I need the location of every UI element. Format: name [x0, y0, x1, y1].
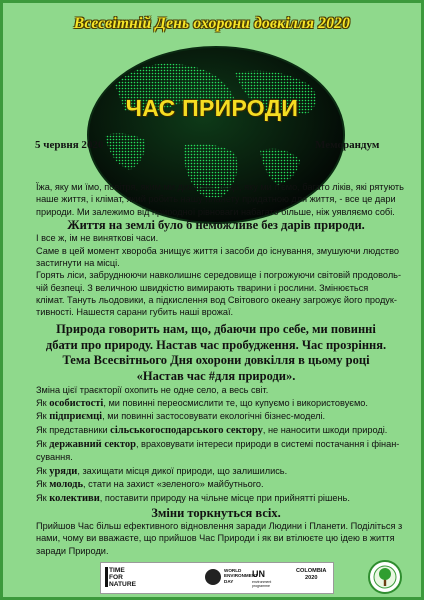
partner-logos-strip — [100, 562, 334, 594]
body-line: чій безпеці. З величною швидкістю вимирають тварини і рослини. Змінюється — [36, 282, 369, 293]
body-line: Горять ліси, забруднюючи навколишнє середовище і погрожуючи світовій продоволь- — [36, 270, 402, 281]
intro-line: природи. Ми залежимо від природної рівноваги набагато більше, ніж уявляємо собі. — [36, 206, 395, 217]
headline-changes-everyone: Зміни торкнуться всіх. — [151, 505, 281, 520]
intro-line: Їжа, яку ми їмо, повітря, яким ми дихаємо, вода, яку ми п'ємо, багато ліків, які рятують — [36, 182, 404, 192]
closing-line: нами, чому ви вважаєте, що прийшов Час Природи і як ви втілюєте цю ідею в життя — [36, 533, 395, 544]
headline-gifts-of-nature: Життя на землі було б неможливе без дарів природи. — [67, 217, 365, 232]
role-item: Як колективи, поставити природу на чільне місце при прийнятті рішень. — [36, 492, 350, 504]
headline-theme-slogan: «Настав час #для природи». — [136, 368, 296, 383]
ecology-emblem-icon — [368, 560, 402, 594]
role-item: Як державний сектор, враховувати інтереси природи в системі постачання і фінан- — [36, 438, 400, 450]
time-for-nature-logo: TIME FOR NATURE — [109, 567, 136, 588]
body-line: Саме в цей момент хвороба знищує життя і засоби до існування, змушуючи людство — [36, 245, 400, 256]
document-type: Меморандум — [315, 139, 380, 151]
headline-theme: Тема Всесвітнього Дня охорони довкілля в цьому році — [62, 353, 370, 368]
colombia-2020-logo: COLOMBIA 2020 — [296, 568, 327, 581]
body-line: тивності. Нашестя сарани губить наші врожаї. — [36, 307, 234, 318]
intro-line: наше життя, і клімат, який робить нашу планету придатною для життя, - все це дари — [36, 194, 396, 205]
body-line: застигнути на місці. — [36, 257, 120, 268]
un-environment-logo: UN — [252, 569, 265, 579]
closing-line: заради Природи. — [36, 545, 109, 556]
un-environment-subtitle: environment programme — [252, 580, 272, 588]
closing-line: Прийшов Час більш ефективного відновлення заради Людини і Планети. Поділіться з — [36, 521, 403, 532]
memorandum-body — [36, 181, 404, 557]
headline-nature-speaks: Природа говорить нам, що, дбаючи про себе, ми повинні — [56, 322, 376, 337]
headline-nature-speaks: дбати про природу. Настав час пробудження. Час прозріння. — [45, 337, 387, 352]
role-item: Як підприємці, ми повинні застосовувати екологічні бізнес-моделі. — [36, 411, 326, 423]
date: 5 червня 2020 — [35, 139, 104, 151]
role-item: Як уряди, захищати місця дикої природи, що залишились. — [36, 465, 288, 477]
body-line: Зміна цієї траєкторії охопить не одне село, а весь світ. — [36, 385, 269, 396]
body-line: клімат. Тануть льодовики, а підкислення вод Світового океану загрожує його продук- — [36, 294, 397, 305]
role-item: Як молодь, стати на захист «зеленого» майбутнього. — [36, 479, 264, 491]
event-title: Всесвітній День охорони довкілля 2020 — [73, 15, 351, 32]
role-item: сування. — [36, 452, 73, 463]
body-line: І все ж, ім не виняткові часи. — [36, 233, 159, 244]
world-environment-day-logo: WORLD ENVIRONMENT DAY — [224, 568, 258, 584]
world-environment-day-icon — [205, 569, 221, 585]
main-title: ЧАС ПРИРОДИ — [125, 95, 299, 121]
role-item: Як представники сільськогосподарського сектору, не наносити шкоди природі. — [36, 424, 388, 436]
role-item: Як особистості, ми повинні переосмислити те, що купуємо і використовуємо. — [36, 397, 368, 409]
